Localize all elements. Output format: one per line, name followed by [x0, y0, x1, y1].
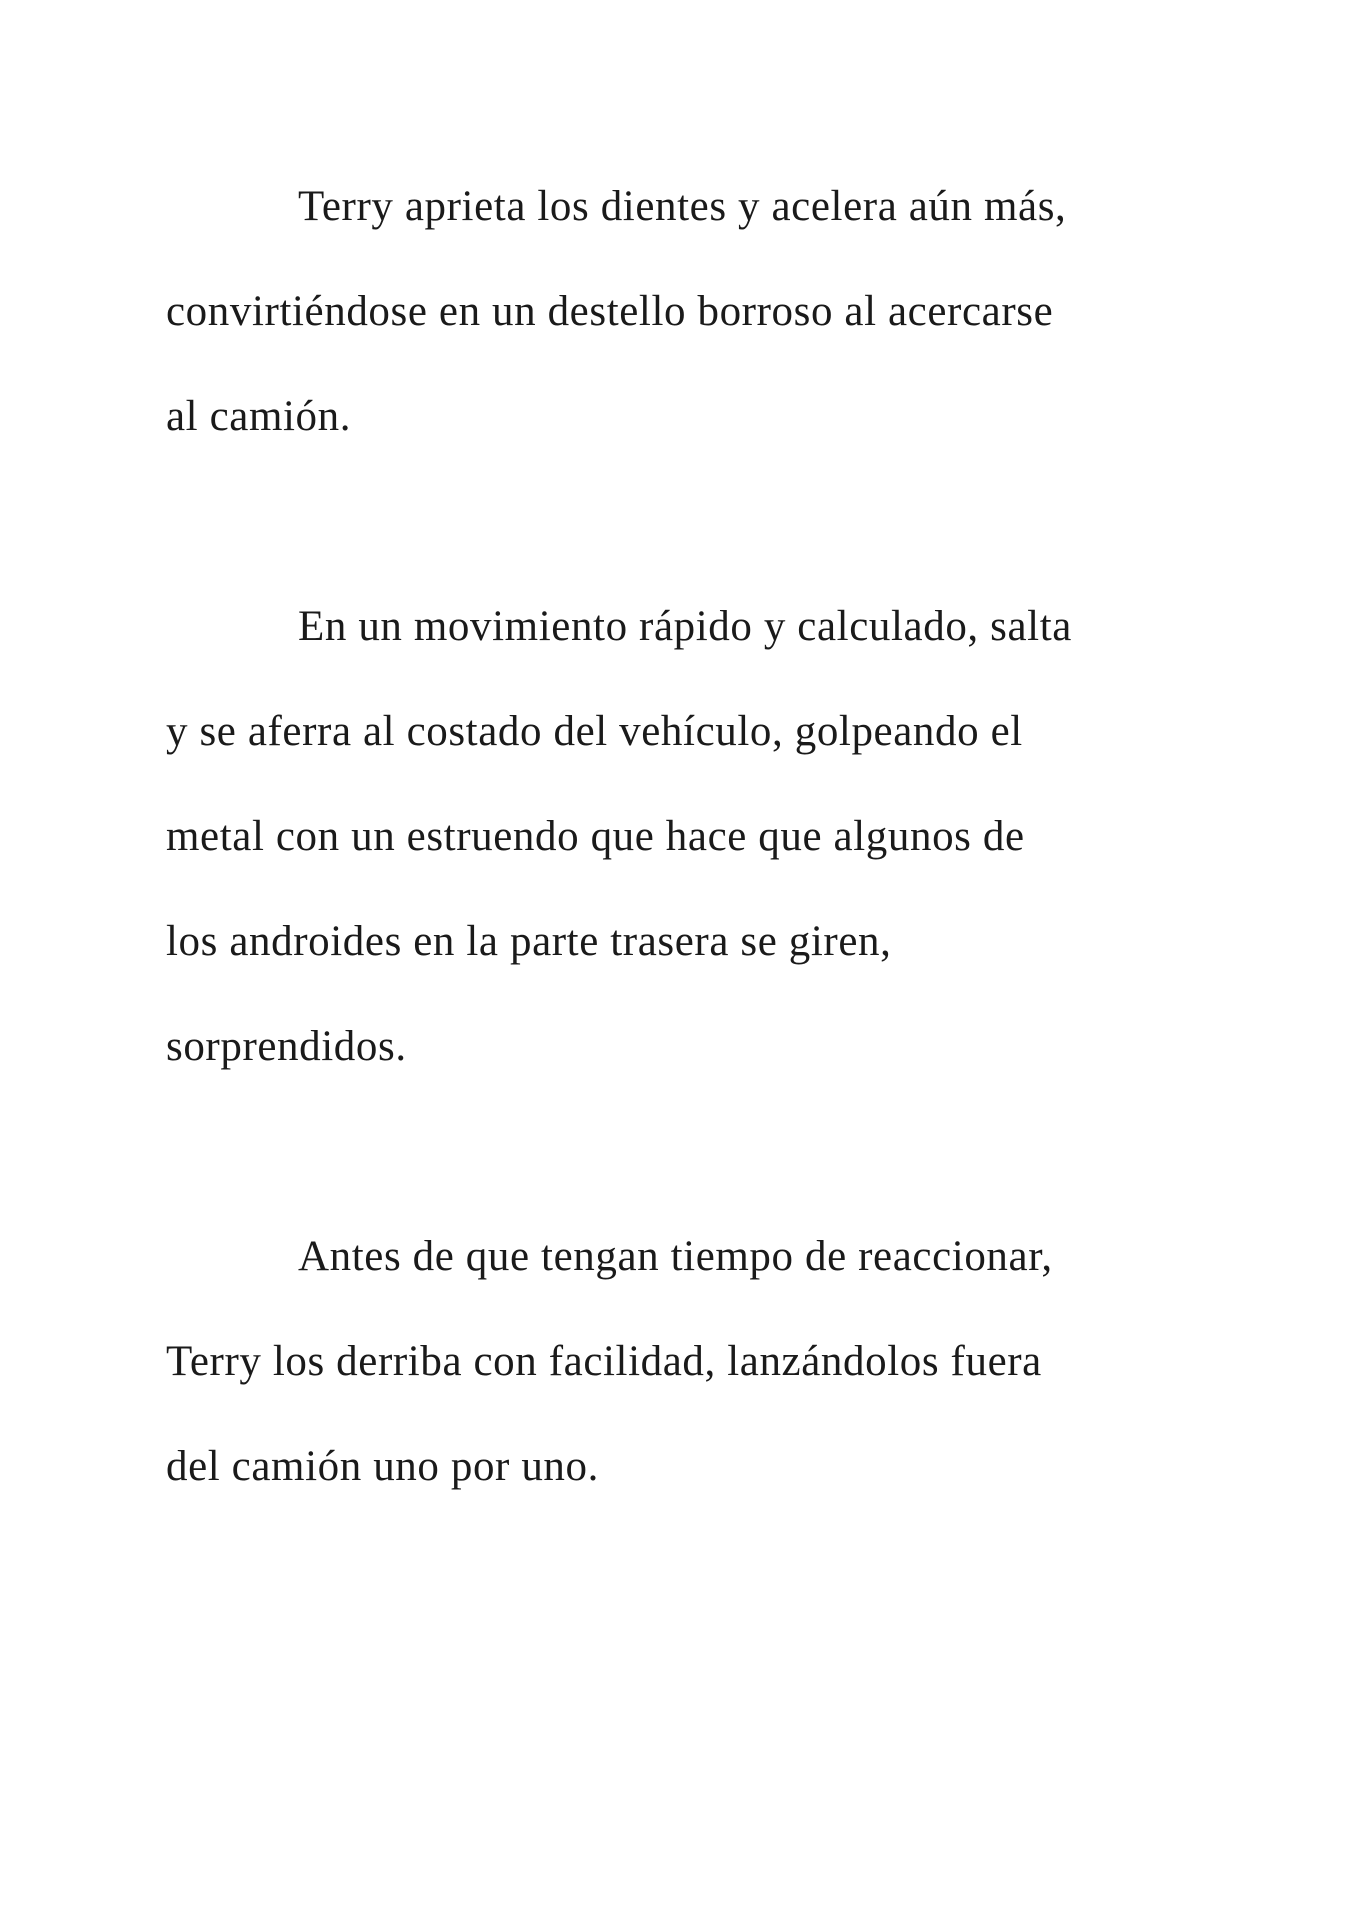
- paragraph-spacer: [166, 1099, 1206, 1204]
- paragraph-line: Antes de que tengan tiempo de reaccionar,: [298, 1233, 1053, 1280]
- paragraph-line: sorprendidos.: [166, 1023, 407, 1070]
- paragraph-line: En un movimiento rápido y calculado, salta: [298, 603, 1072, 650]
- paragraph-line: metal con un estruendo que hace que algunos de: [166, 813, 1025, 860]
- paragraph-line: los androides en la parte trasera se giren,: [166, 918, 892, 965]
- paragraph: [166, 154, 1206, 469]
- body-text: [166, 154, 1206, 1519]
- paragraph-line: y se aferra al costado del vehículo, golpeando el: [166, 708, 1023, 755]
- paragraph: [166, 1204, 1206, 1519]
- paragraph-line: Terry aprieta los dientes y acelera aún más,: [298, 183, 1067, 230]
- paragraph: [166, 574, 1206, 1099]
- paragraph-line: Terry los derriba con facilidad, lanzándolos fuera: [166, 1338, 1042, 1385]
- paragraph-line: al camión.: [166, 393, 352, 440]
- paragraph-line: del camión uno por uno.: [166, 1443, 599, 1490]
- paragraph-spacer: [166, 469, 1206, 574]
- paragraph-line: convirtiéndose en un destello borroso al acercarse: [166, 288, 1054, 335]
